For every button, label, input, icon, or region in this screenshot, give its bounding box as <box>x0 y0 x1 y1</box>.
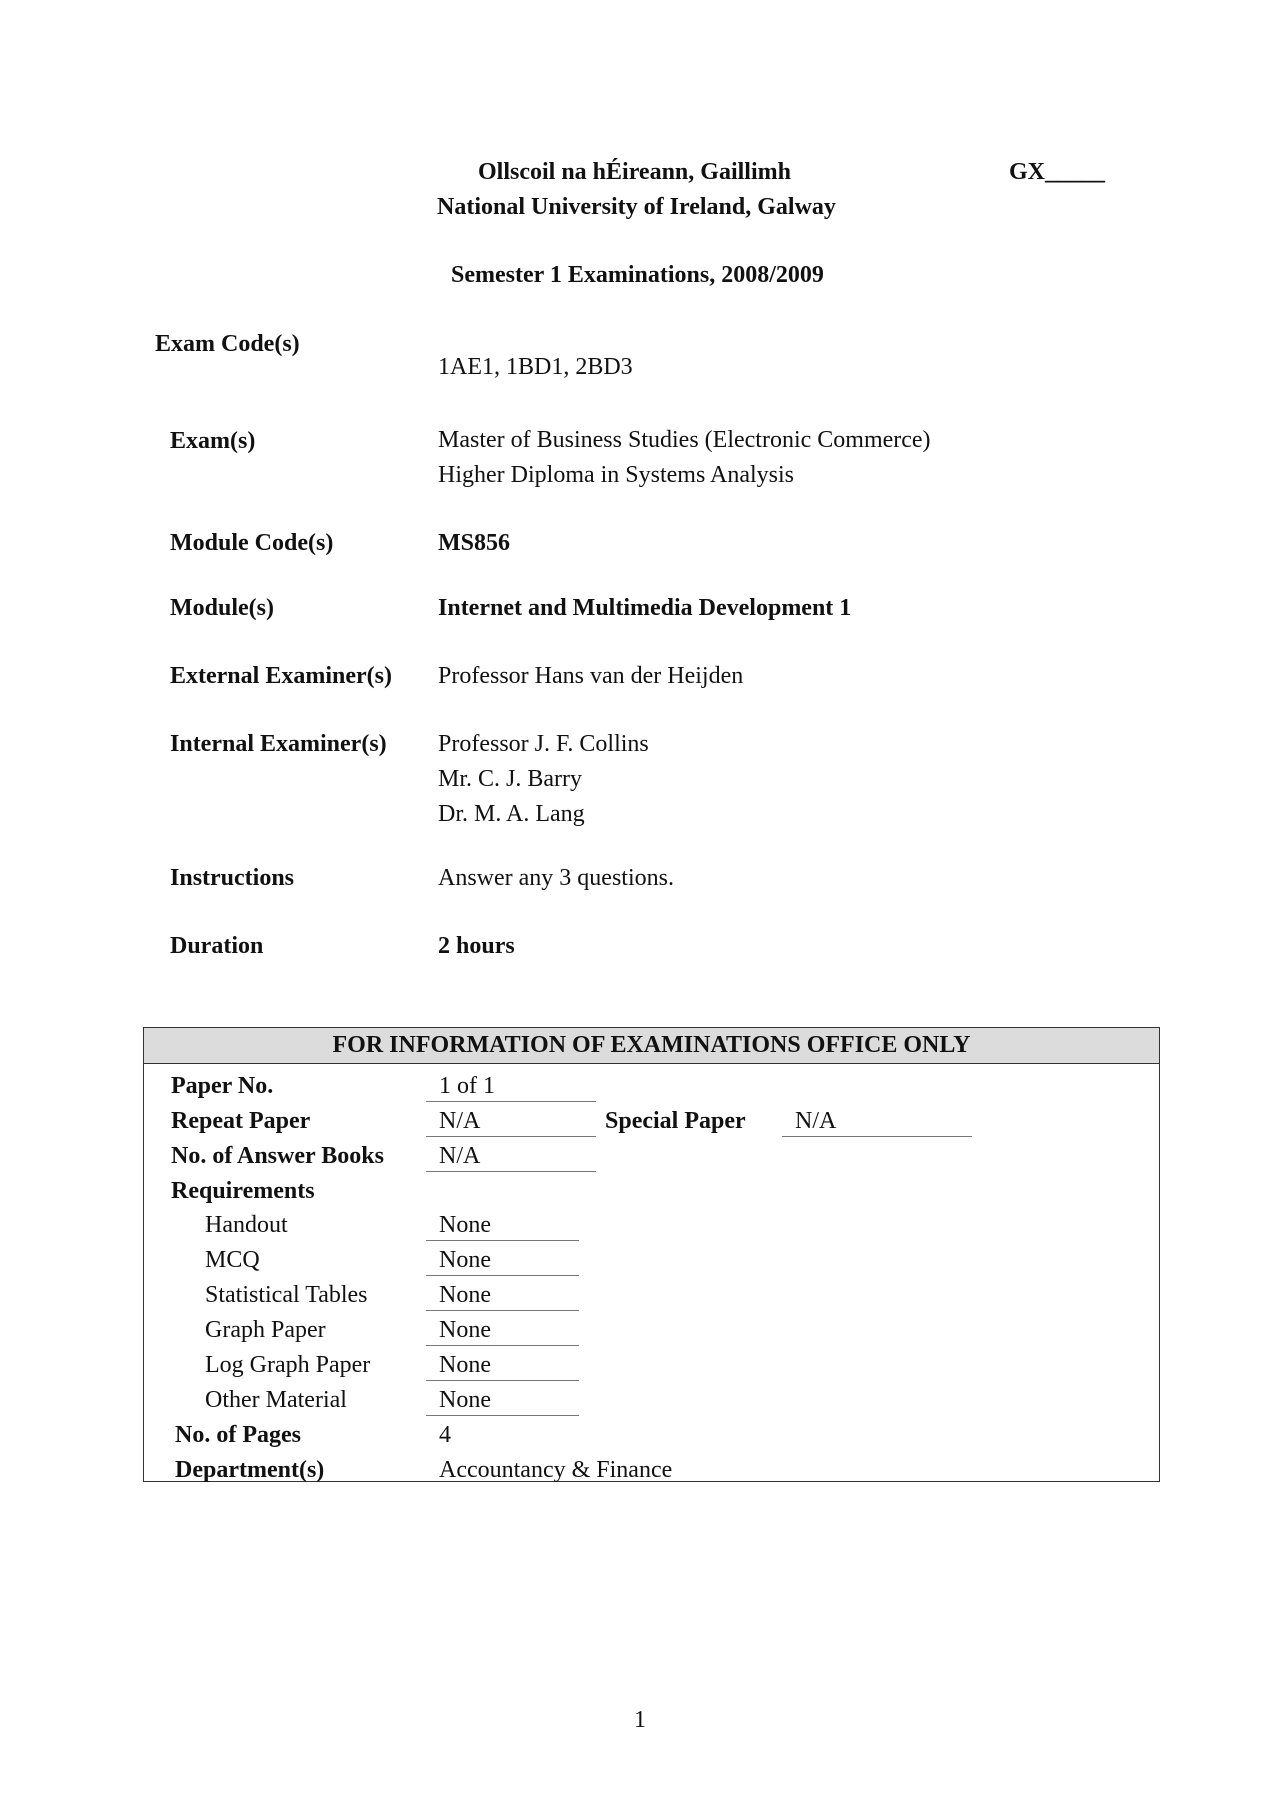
requirement-value: None <box>439 1282 491 1308</box>
requirement-value: None <box>439 1212 491 1238</box>
gx-code: GX_____ <box>1009 159 1105 185</box>
external-examiners-label: External Examiner(s) <box>170 663 392 689</box>
module-codes-value: MS856 <box>438 530 510 556</box>
university-name-english: National University of Ireland, Galway <box>437 194 836 220</box>
semester-title: Semester 1 Examinations, 2008/2009 <box>451 262 824 288</box>
requirement-value: None <box>439 1247 491 1273</box>
pages-label: No. of Pages <box>175 1422 301 1448</box>
paper-no-label: Paper No. <box>171 1073 274 1099</box>
requirement-label: Other Material <box>205 1387 347 1413</box>
answer-books-value: N/A <box>439 1143 481 1169</box>
repeat-paper-value: N/A <box>439 1108 481 1134</box>
exam-name-2: Higher Diploma in Systems Analysis <box>438 462 794 488</box>
duration-label: Duration <box>170 933 264 959</box>
exam-codes-value: 1AE1, 1BD1, 2BD3 <box>438 354 633 380</box>
requirement-label: MCQ <box>205 1247 260 1273</box>
requirement-label: Graph Paper <box>205 1317 326 1343</box>
special-paper-underline <box>782 1136 972 1137</box>
departments-label: Department(s) <box>175 1457 325 1483</box>
exams-label: Exam(s) <box>170 428 256 454</box>
special-paper-label: Special Paper <box>605 1108 746 1134</box>
departments-value: Accountancy & Finance <box>439 1457 673 1483</box>
paper-no-underline <box>426 1101 596 1102</box>
requirement-underline <box>426 1345 579 1346</box>
repeat-paper-underline <box>426 1136 596 1137</box>
exam-codes-label: Exam Code(s) <box>155 331 300 357</box>
instructions-value: Answer any 3 questions. <box>438 865 674 891</box>
internal-examiner-3: Dr. M. A. Lang <box>438 801 585 827</box>
requirement-underline <box>426 1310 579 1311</box>
answer-books-underline <box>426 1171 596 1172</box>
requirement-underline <box>426 1240 579 1241</box>
exam-name-1: Master of Business Studies (Electronic Commerce) <box>438 427 931 453</box>
paper-no-value: 1 of 1 <box>439 1073 495 1099</box>
internal-examiner-2: Mr. C. J. Barry <box>438 766 582 792</box>
requirements-label: Requirements <box>171 1178 315 1204</box>
university-name-irish: Ollscoil na hÉireann, Gaillimh <box>478 159 791 185</box>
modules-value: Internet and Multimedia Development 1 <box>438 595 852 621</box>
requirement-value: None <box>439 1352 491 1378</box>
modules-label: Module(s) <box>170 595 274 621</box>
requirement-underline <box>426 1415 579 1416</box>
instructions-label: Instructions <box>170 865 295 891</box>
exam-office-info-box <box>143 1027 1160 1482</box>
requirement-label: Log Graph Paper <box>205 1352 371 1378</box>
internal-examiner-1: Professor J. F. Collins <box>438 731 649 757</box>
module-codes-label: Module Code(s) <box>170 530 334 556</box>
repeat-paper-label: Repeat Paper <box>171 1108 311 1134</box>
answer-books-label: No. of Answer Books <box>171 1143 384 1169</box>
requirement-label: Handout <box>205 1212 288 1238</box>
external-examiners-value: Professor Hans van der Heijden <box>438 663 744 689</box>
internal-examiners-label: Internal Examiner(s) <box>170 731 387 757</box>
special-paper-value: N/A <box>795 1108 837 1134</box>
requirement-value: None <box>439 1317 491 1343</box>
office-box-title: FOR INFORMATION OF EXAMINATIONS OFFICE ONLY <box>144 1028 1159 1064</box>
pages-value: 4 <box>439 1422 451 1448</box>
requirement-value: None <box>439 1387 491 1413</box>
requirement-underline <box>426 1275 579 1276</box>
page-number: 1 <box>634 1707 646 1733</box>
duration-value: 2 hours <box>438 933 515 959</box>
requirement-underline <box>426 1380 579 1381</box>
requirement-label: Statistical Tables <box>205 1282 368 1308</box>
